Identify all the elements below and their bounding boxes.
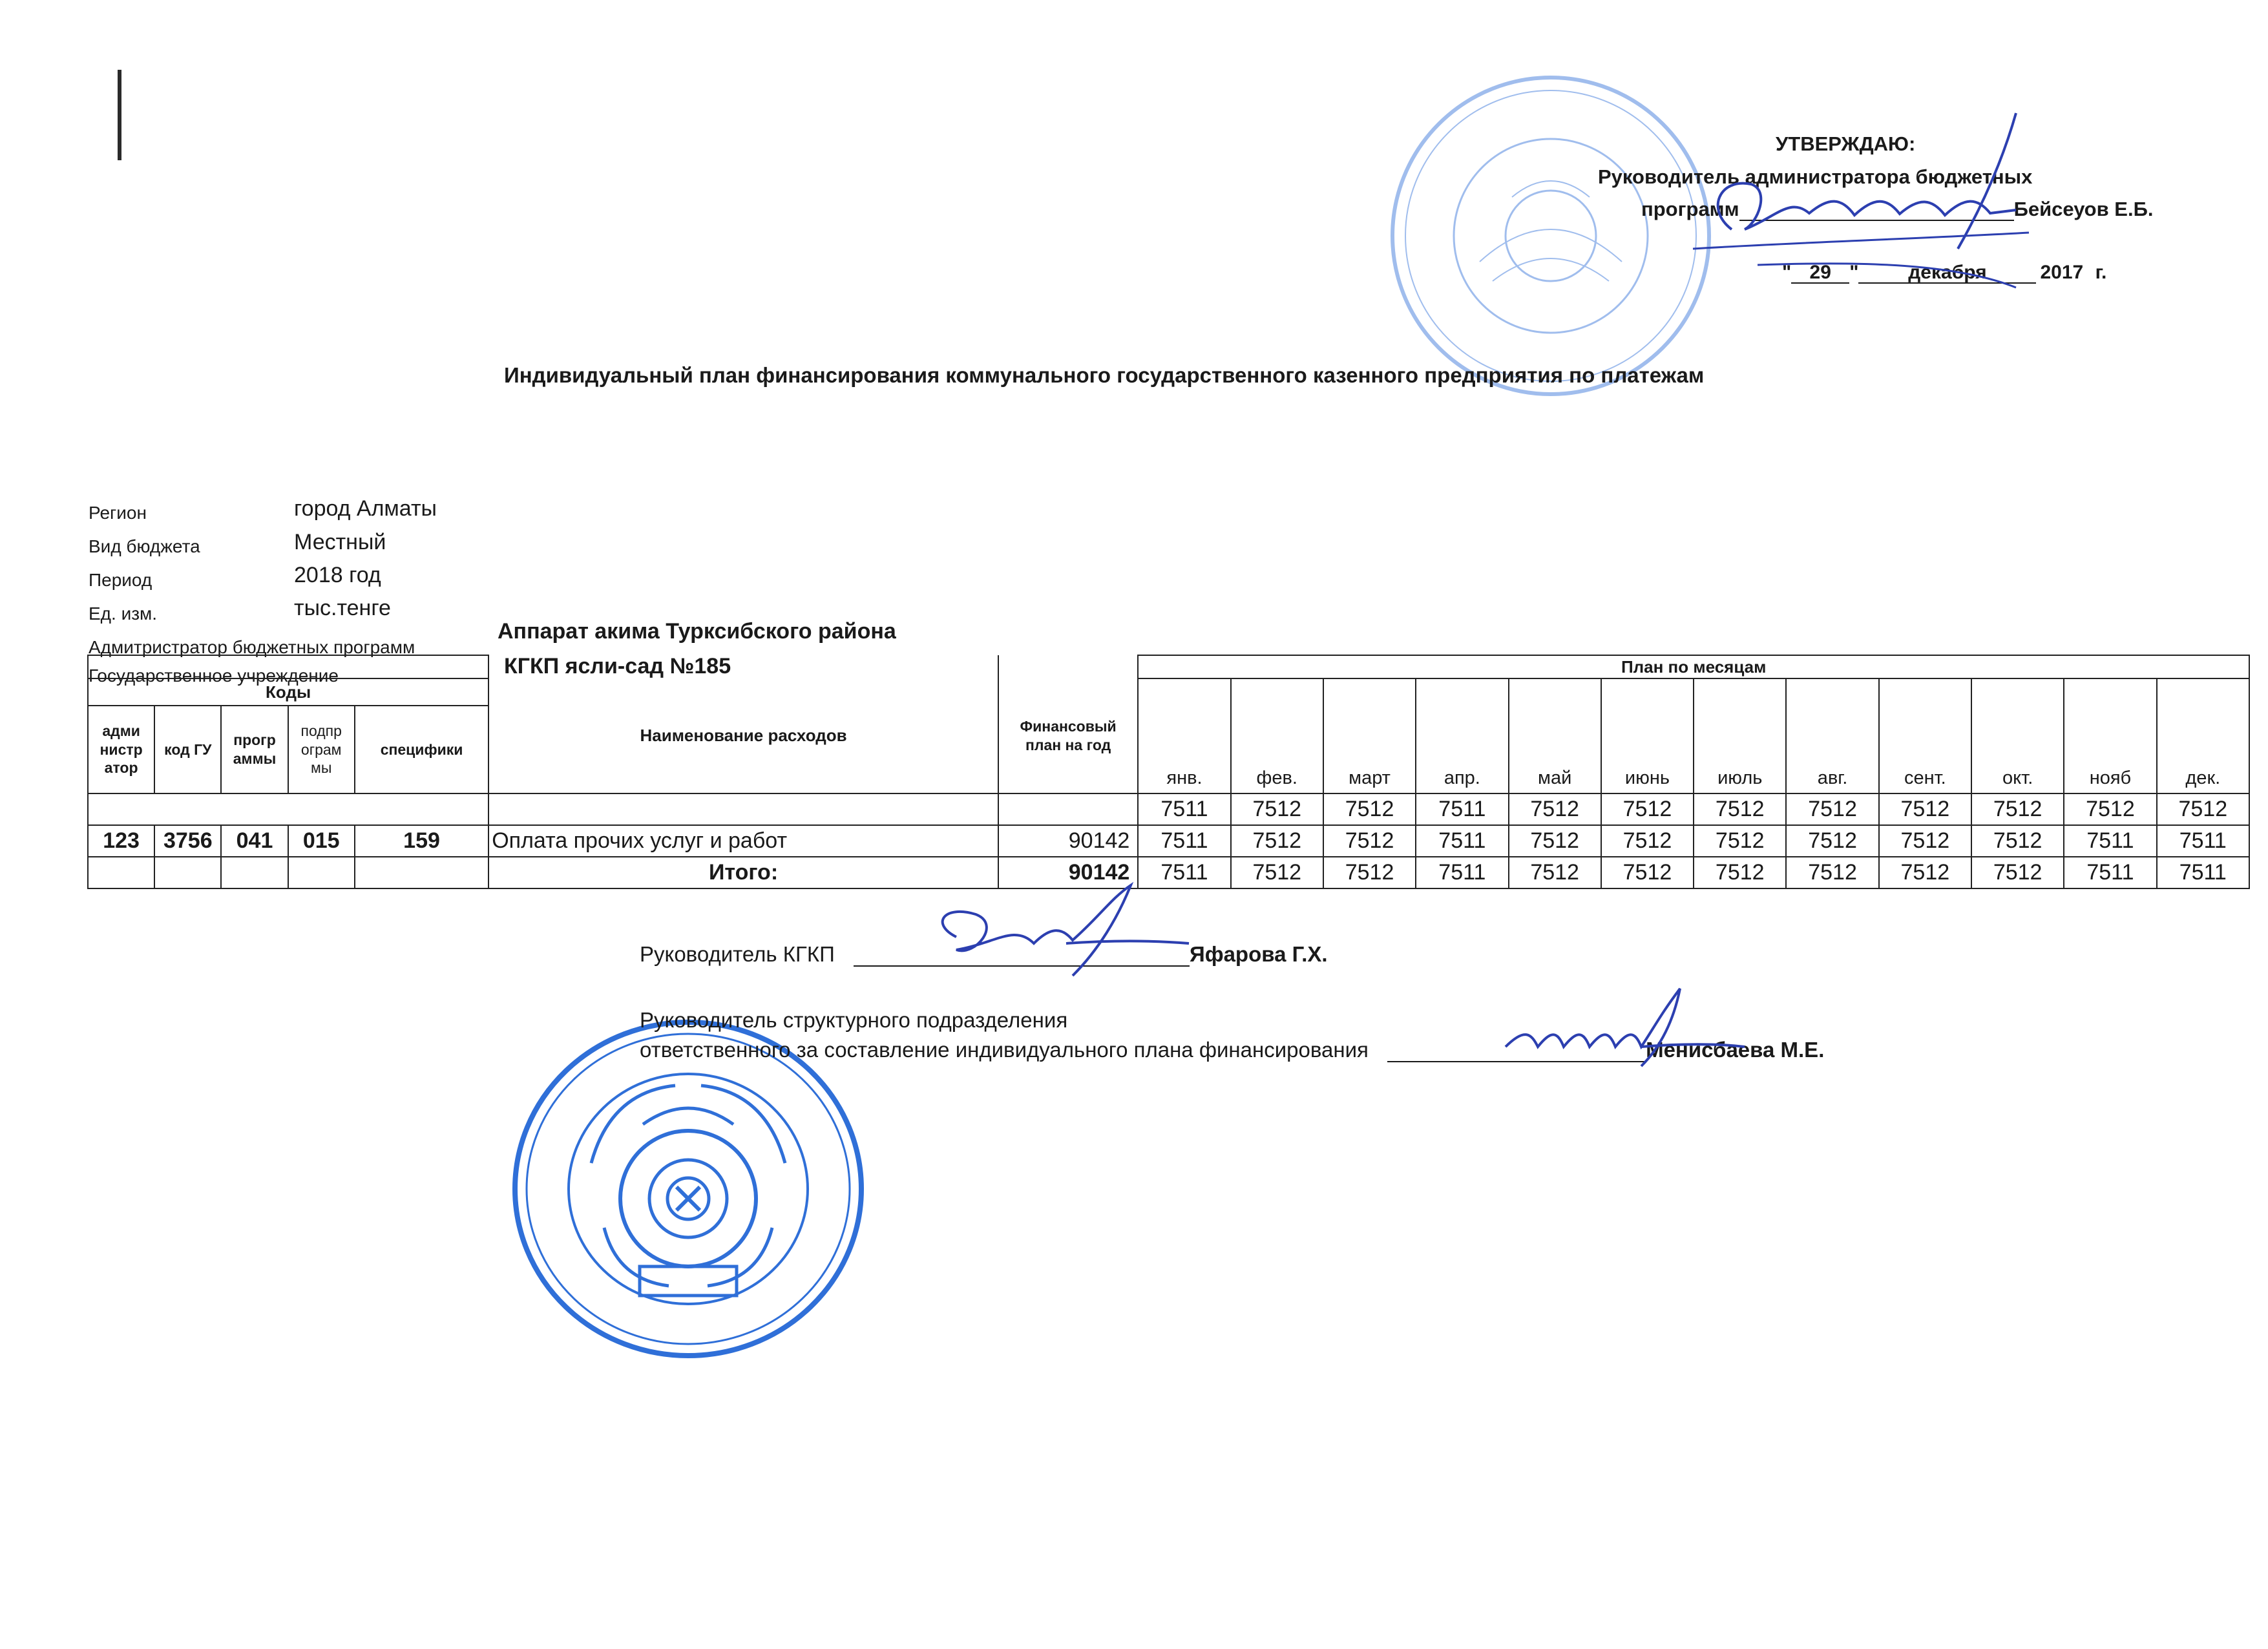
row-value-jul: 7512 (1694, 825, 1786, 857)
document-title: Индивидуальный план финансирования коммунального государственного казенного предприятия по платежам (504, 363, 1705, 387)
header-values-blank (88, 793, 488, 825)
header-values-plan-blank (998, 793, 1138, 825)
approval-signer: Бейсеуов Е.Б. (2013, 198, 2154, 220)
total-blank-4 (288, 857, 355, 888)
month-header-dec: дек. (2157, 678, 2249, 793)
binder-hole-mark (118, 70, 121, 160)
total-value-jun: 7512 (1601, 857, 1694, 888)
row-program-code: 041 (221, 825, 288, 857)
month-header-jan: янв. (1138, 678, 1230, 793)
meta-value-institution: КГКП ясли-сад №185 (504, 654, 731, 678)
header-value-sep: 7512 (1879, 793, 1971, 825)
header-value-dec: 7512 (2157, 793, 2249, 825)
total-value-jul: 7512 (1694, 857, 1786, 888)
total-value-jan: 7511 (1138, 857, 1230, 888)
row-value-sep: 7512 (1879, 825, 1971, 857)
total-blank-3 (221, 857, 288, 888)
total-value-dec: 7511 (2157, 857, 2249, 888)
row-expense-name: Оплата прочих услуг и работ (488, 825, 998, 857)
meta-value-unit: тыс.тенге (294, 596, 391, 620)
row-gu-code: 3756 (154, 825, 221, 857)
date-year: 2017 (2040, 262, 2084, 283)
total-value-apr: 7511 (1416, 857, 1508, 888)
row-value-apr: 7511 (1416, 825, 1508, 857)
meta-label-administrator: Адмитристратор бюджетных программ (89, 637, 415, 657)
approval-signature (1680, 100, 2042, 294)
head-label: Руководитель КГКП (640, 942, 835, 966)
header-value-jan: 7511 (1138, 793, 1230, 825)
total-value-mar: 7512 (1323, 857, 1416, 888)
meta-label-budget-type: Вид бюджета (89, 536, 200, 556)
header-value-feb: 7512 (1231, 793, 1323, 825)
row-subprogram-code: 015 (288, 825, 355, 857)
approval-program-label: программ (1641, 198, 1739, 220)
header-value-oct: 7512 (1971, 793, 2064, 825)
annual-plan-header: Финансовый план на год (998, 678, 1138, 793)
plan-header-spacer (998, 655, 1138, 678)
total-label: Итого: (488, 857, 998, 888)
month-header-oct: окт. (1971, 678, 2064, 793)
total-blank-2 (154, 857, 221, 888)
month-header-mar: март (1323, 678, 1416, 793)
row-value-may: 7512 (1509, 825, 1601, 857)
financing-plan-table (87, 655, 2250, 889)
meta-value-region: город Алматы (294, 496, 437, 521)
code-header-program: прогр аммы (221, 706, 288, 793)
row-spec-code: 159 (355, 825, 488, 857)
code-header-admin: адми нистр атор (88, 706, 154, 793)
month-header-apr: апр. (1416, 678, 1508, 793)
header-value-nov: 7512 (2064, 793, 2156, 825)
meta-value-budget-type: Местный (294, 530, 386, 554)
month-header-aug: авг. (1786, 678, 1878, 793)
header-value-aug: 7512 (1786, 793, 1878, 825)
row-value-nov: 7511 (2064, 825, 2156, 857)
total-annual-plan: 90142 (998, 857, 1138, 888)
header-value-jul: 7512 (1694, 793, 1786, 825)
row-admin-code: 123 (88, 825, 154, 857)
code-header-gu: код ГУ (154, 706, 221, 793)
month-header-nov: нояб (2064, 678, 2156, 793)
expense-name-header: Наименование расходов (488, 678, 998, 793)
header-value-jun: 7512 (1601, 793, 1694, 825)
total-value-oct: 7512 (1971, 857, 2064, 888)
meta-value-period: 2018 год (294, 563, 381, 587)
date-month: декабря (1908, 262, 1987, 283)
codes-group-header: Коды (88, 678, 488, 706)
date-day: 29 (1809, 262, 1831, 283)
head-name: Яфарова Г.Х. (1189, 942, 1328, 966)
table-row (88, 825, 2249, 857)
total-value-sep: 7512 (1879, 857, 1971, 888)
month-header-feb: фев. (1231, 678, 1323, 793)
month-header-jul: июль (1694, 678, 1786, 793)
total-blank-5 (355, 857, 488, 888)
row-annual-plan: 90142 (998, 825, 1138, 857)
structural-signature (1486, 976, 1758, 1079)
name-header-spacer (488, 655, 998, 678)
total-value-feb: 7512 (1231, 857, 1323, 888)
head-signature (905, 879, 1202, 982)
approval-heading: УТВЕРЖДАЮ: (1776, 132, 1916, 155)
meta-label-period: Период (89, 570, 152, 590)
months-group-header: План по месяцам (1138, 655, 2249, 678)
header-value-mar: 7512 (1323, 793, 1416, 825)
header-value-apr: 7511 (1416, 793, 1508, 825)
total-value-nov: 7511 (2064, 857, 2156, 888)
structural-head-label: ответственного за составление индивидуального плана финансирования (640, 1038, 1369, 1062)
month-header-sep: сент. (1879, 678, 1971, 793)
date-quote-open: " (1782, 262, 1792, 283)
header-values-name-blank (488, 793, 998, 825)
code-header-spec: специфики (355, 706, 488, 793)
row-value-aug: 7512 (1786, 825, 1878, 857)
month-header-jun: июнь (1601, 678, 1694, 793)
row-value-oct: 7512 (1971, 825, 2064, 857)
meta-label-unit: Ед. изм. (89, 604, 158, 624)
approval-line1: Руководитель администратора бюджетных (1598, 165, 2033, 188)
structural-head-line1: Руководитель структурного подразделения (640, 1008, 1068, 1032)
date-year-suffix: г. (2095, 262, 2107, 283)
total-value-may: 7512 (1509, 857, 1601, 888)
meta-label-institution: Государственное учреждение (89, 666, 339, 686)
row-value-mar: 7512 (1323, 825, 1416, 857)
code-header-subprogram: подпр ограм мы (288, 706, 355, 793)
structural-head-name: Менисбаева М.Е. (1646, 1038, 1825, 1062)
row-value-dec: 7511 (2157, 825, 2249, 857)
total-blank-1 (88, 857, 154, 888)
approval-seal-stamp (1383, 68, 1719, 404)
codes-header-spacer (88, 655, 488, 678)
header-value-may: 7512 (1509, 793, 1601, 825)
total-value-aug: 7512 (1786, 857, 1878, 888)
row-value-jan: 7511 (1138, 825, 1230, 857)
meta-value-administrator: Аппарат акима Турксибского района (498, 619, 896, 644)
meta-label-region: Регион (89, 503, 147, 523)
date-quote-close: " (1849, 262, 1859, 283)
row-value-feb: 7512 (1231, 825, 1323, 857)
month-header-may: май (1509, 678, 1601, 793)
organization-seal-stamp (507, 1014, 869, 1363)
row-value-jun: 7512 (1601, 825, 1694, 857)
header-values-row (88, 793, 2249, 825)
